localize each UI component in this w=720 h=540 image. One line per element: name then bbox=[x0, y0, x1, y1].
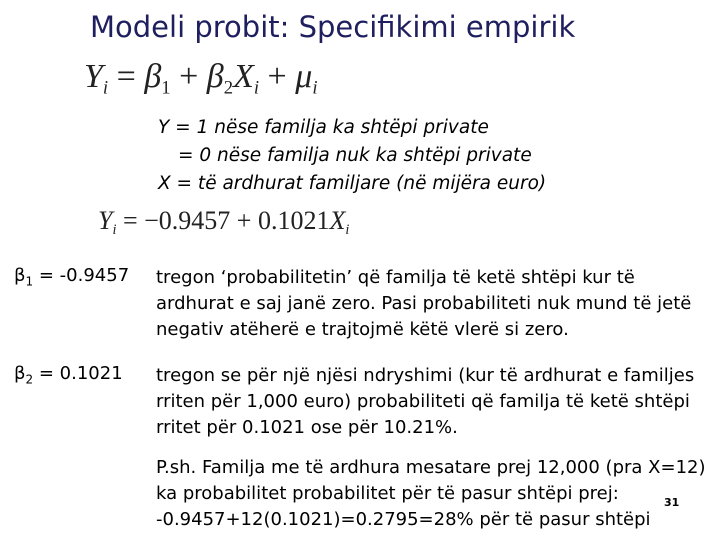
beta-symbol: β bbox=[14, 363, 26, 384]
beta-symbol: β bbox=[14, 265, 26, 286]
eq-x: X bbox=[329, 206, 346, 235]
beta-subscript: 2 bbox=[25, 372, 34, 387]
coefficient-value: = -0.9457 bbox=[33, 265, 130, 286]
eq-sub-i: i bbox=[102, 77, 109, 99]
eq-plus: + bbox=[179, 58, 199, 95]
estimated-equation bbox=[98, 206, 349, 239]
eq-equals: = bbox=[116, 58, 136, 95]
example-line: P.sh. Familja me të ardhura mesatare prej 12,000 (pra X=12) bbox=[156, 457, 706, 478]
eq-beta1: β bbox=[144, 58, 162, 95]
coefficient-value: = 0.1021 bbox=[33, 363, 123, 384]
coefficient-label bbox=[14, 265, 129, 289]
example-paragraph bbox=[156, 455, 708, 533]
definition-y0: = 0 nëse familja nuk ka shtëpi private bbox=[178, 145, 532, 166]
eq-sub-i: i bbox=[312, 77, 318, 99]
eq-x: X bbox=[233, 58, 254, 95]
eq-sub-1: 1 bbox=[161, 77, 171, 99]
eq-beta2: β bbox=[206, 58, 224, 95]
eq-sub-i: i bbox=[345, 222, 350, 238]
definition-x: X = të ardhurat familjare (në mijëra euro) bbox=[158, 173, 547, 194]
definition-y1: Y = 1 nëse familja ka shtëpi private bbox=[158, 117, 489, 138]
eq-mu: μ bbox=[295, 58, 313, 95]
eq-plus: + bbox=[267, 58, 287, 95]
slide-title: Modeli probit: Specifikimi empirik bbox=[90, 10, 576, 44]
eq-y: Y bbox=[98, 206, 113, 235]
eq-sub-i: i bbox=[112, 222, 117, 238]
coefficient-explanation: tregon se për një njësi ndryshimi (kur të ardhurat e familjes rriten për 1,000 euro) probabiliteti që familja të ketë shtëpi rritet për 0.1021 ose për 10.21%. bbox=[156, 365, 695, 438]
example-line: -0.9457+12(0.1021)=0.2795=28% për të pasur shtëpi bbox=[156, 509, 651, 530]
example-line: ka probabilitet probabilitet për të pasur shtëpi prej: bbox=[156, 483, 619, 504]
variable-definitions bbox=[158, 114, 546, 198]
eq-sub-2: 2 bbox=[223, 77, 234, 99]
eq-rhs: = −0.9457 + 0.1021 bbox=[122, 206, 330, 235]
eq-sub-i: i bbox=[253, 77, 260, 99]
beta-subscript: 1 bbox=[25, 274, 34, 289]
coefficient-label bbox=[14, 363, 123, 387]
model-equation bbox=[84, 58, 318, 100]
coefficient-explanation: tregon ‘probabilitetin’ që familja të ketë shtëpi kur të ardhurat e saj janë zero. Pasi probabiliteti nuk mund të jetë negativ atëherë e trajtojmë këtë vlerë si zero. bbox=[156, 267, 692, 340]
page-number: 31 bbox=[664, 496, 680, 509]
eq-y: Y bbox=[84, 58, 103, 95]
